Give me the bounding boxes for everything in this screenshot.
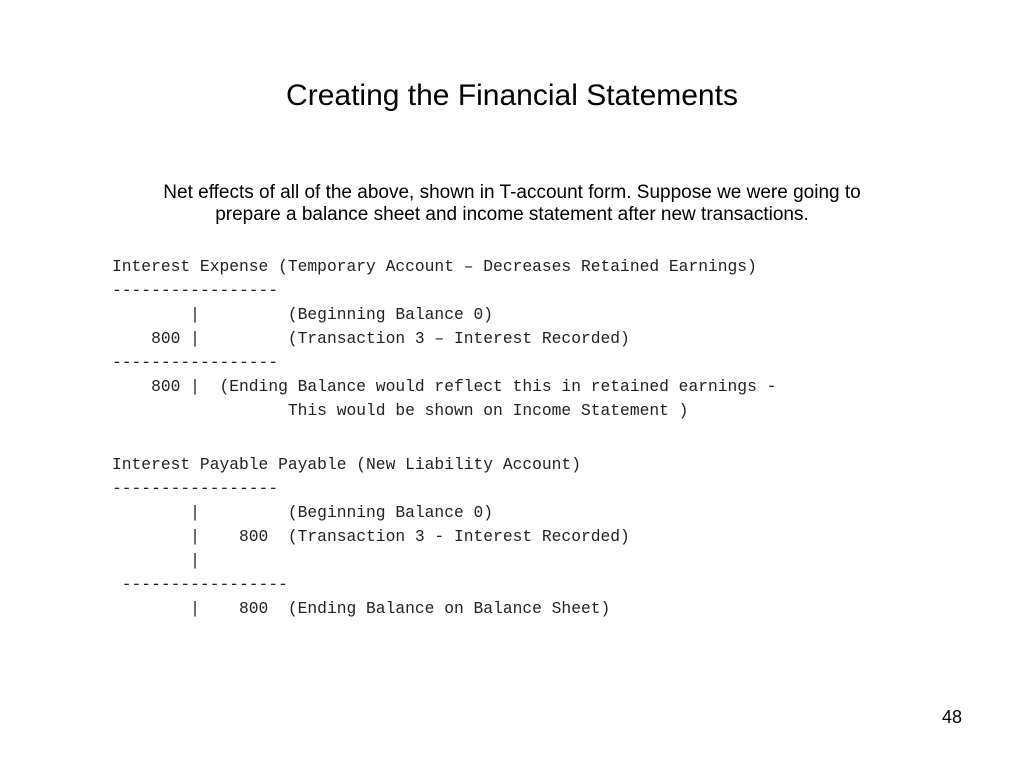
t-account-heading: Interest Payable Payable (New Liability Account)	[112, 455, 581, 474]
interest-expense-t-account	[112, 255, 776, 423]
t-account-rule: -----------------	[112, 575, 288, 594]
t-account-row: 800 | (Transaction 3 – Interest Recorded)	[112, 329, 630, 348]
slide-number: 48	[941, 707, 962, 727]
t-account-row: | (Beginning Balance 0)	[112, 305, 494, 324]
t-account-rule: -----------------	[112, 479, 279, 498]
t-account-row: | (Beginning Balance 0)	[112, 503, 494, 522]
t-account-row: 800 | (Ending Balance would reflect this in retained earnings -	[112, 377, 777, 396]
t-account-row: | 800 (Transaction 3 - Interest Recorded)	[112, 527, 630, 546]
t-account-rule: -----------------	[112, 281, 279, 300]
t-account-row: | 800 (Ending Balance on Balance Sheet)	[112, 599, 611, 618]
slide-title: Creating the Financial Statements	[286, 79, 738, 112]
intro-line-2: prepare a balance sheet and income statement after new transactions.	[215, 204, 809, 225]
intro-line-1: Net effects of all of the above, shown in T-account form. Suppose we were going to	[163, 182, 861, 203]
t-account-row: |	[112, 551, 200, 570]
t-account-heading: Interest Expense (Temporary Account – Decreases Retained Earnings)	[112, 257, 757, 276]
t-account-rule: -----------------	[112, 353, 279, 372]
intro-paragraph	[40, 182, 984, 226]
t-account-row: This would be shown on Income Statement )	[112, 401, 689, 420]
interest-payable-t-account	[112, 453, 630, 621]
